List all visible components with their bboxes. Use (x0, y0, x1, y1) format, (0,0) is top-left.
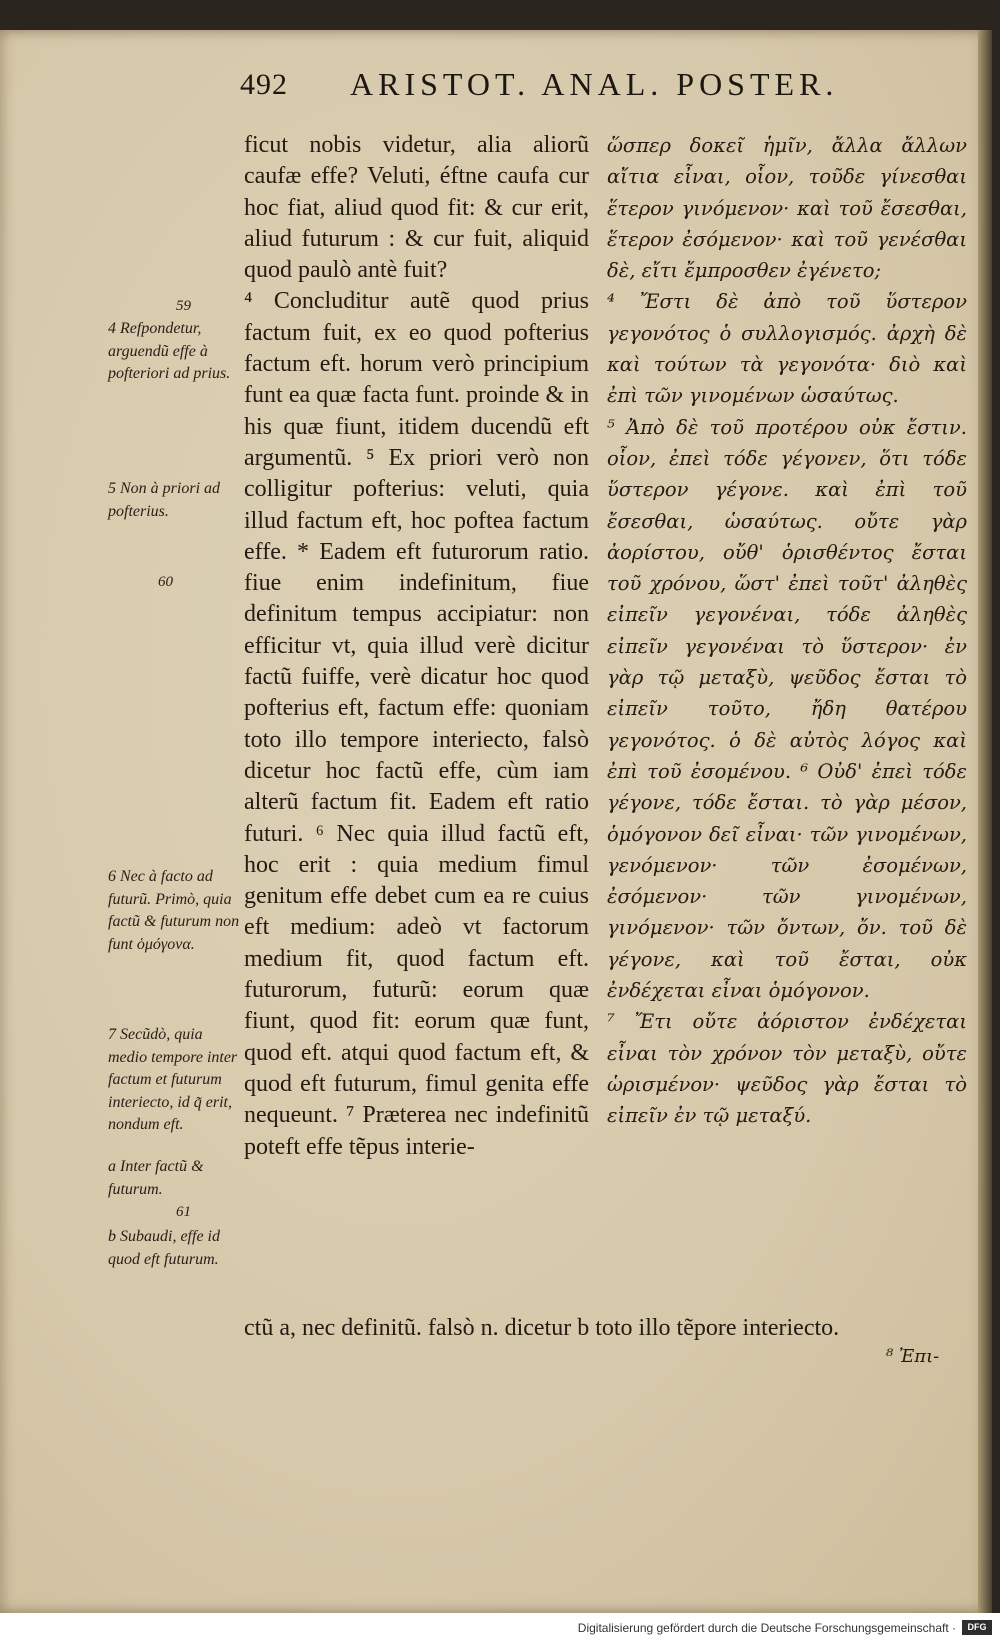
greek-paragraph-4: ⁷ Ἔτι οὔτε ἀόριστον ἐνδέχεται εἶναι τὸν χρόνον τὸν μεταξὺ, οὔτε ὡρισμένον· ψεῦδος γὰρ ἔσται τὸ εἰπεῖν ἐν τῷ μεταξύ. (607, 1010, 967, 1128)
latin-paragraph-2: ⁴ Concluditur autẽ quod prius factum fuit, ex eo quod pofterius factum eft. horum verò principium funt ea quæ facta funt. proinde & in his quæ fiunt, itidem ducendũ eft argumentũ. ⁵ Ex priori verò non colligitur pofterius: veluti, quia illud factum eft, hoc poftea factum effe. * Eadem eft futurorum ratio. fiue enim indefinitum, fiue definitum tempus accipiatur: non efficitur vt, quia illud verè dicitur factũ fuiffe, verè dicatur hoc quod pofterius eft, factum effe: quoniam toto illo tempore interiecto, falsò dicetur hoc factũ effe, cùm iam alterũ factum fit. Eadem eft ratio futuri. ⁶ Nec quia illud factũ eft, hoc erit : quia medium fimul genitum effe debet cum ea re cuius eft medium: adeò vt factorum medium fit, quod factum eft. futurorum, futurũ: eorum quæ fiunt, quod fit: eorum quæ funt, quod eft. atqui quod factum eft, & quod eft futurum, fimul genita effe nequeunt. ⁷ Præterea nec indefinitũ poteft effe tẽpus interie- (244, 288, 589, 1160)
latin-paragraph-1: ficut nobis videtur, alia aliorũ caufæ effe? Veluti, éftne caufa cur hoc fiat, aliud quod fit: & cur erit, aliud futurum : & cur fuit, aliquid quod paulò antè fuit? (244, 132, 589, 284)
greek-paragraph-3: ⁵ Ἀπὸ δὲ τοῦ προτέρου οὐκ ἔστιν. οἷον, ἐπεὶ τόδε γέγονεν, ὅτι τόδε ὕστερον γέγονε. καὶ ἐπὶ τοῦ ἔσεσθαι, ὡσαύτως. οὔτε γὰρ ἀορίστου, οὔθ' ὁρισθέντος ἔσται τοῦ χρόνου, ὥστ' ἐπεὶ τοῦτ' ἀληθὲς εἰπεῖν γεγονέναι, τόδε ἀληθὲς εἰπεῖν γεγονέναι τὸ ὕστερον· ἐν γὰρ τῷ μεταξὺ, ψεῦδος ἔσται τὸ εἰπεῖν τοῦτο, ἤδη θατέρου γεγονότος. ὁ δὲ αὐτὸς λόγος καὶ ἐπὶ τοῦ ἐσομένου. ⁶ Οὐδ' ἐπεὶ τόδε γέγονε, τόδε ἔσται. τὸ γὰρ μέσον, ὁμόγονον δεῖ εἶναι· τῶν γινομένων, γενόμενον· τῶν ἐσομένων, ἐσόμενον· τῶν γινομένων, γινόμενον· τῶν ὄντων, ὄν. τοῦ δὲ γέγονε, καὶ τοῦ ἔσται, οὐκ ἐνδέχεται εἶναι ὁμόγονον. (607, 415, 967, 1003)
page-edge (978, 30, 992, 1613)
margin-note-7: 7 Secũdò, quia medio tempore inter factum et futurum interiecto, id q̃ erit, nondum eft. (108, 1026, 238, 1133)
margin-note-6: 6 Nec à facto ad futurũ. Primò, quia factũ & futurum non funt ὁμόγονα. (108, 868, 240, 953)
footer-credit: Digitalisierung gefördert durch die Deutsche Forschungsgemeinschaft · (577, 1621, 956, 1635)
margin-note-b: b Subaudi, effe id quod eft futurum. (108, 1228, 220, 1268)
catchword: ⁸ Ἐπι- (886, 1346, 940, 1367)
dfg-logo-icon: DFG (962, 1620, 992, 1635)
margin-number-60: 60 (158, 574, 173, 590)
greek-column (607, 130, 967, 1132)
last-full-width-line: ctũ a, nec definitũ. falsò n. dicetur b toto illo tẽpore interiecto. (244, 1315, 840, 1341)
footer-bar (0, 1613, 1000, 1643)
margin-number-61: 61 (176, 1204, 191, 1220)
margin-note-4: 4 Refpondetur, arguendũ effe à pofteriori ad prius. (108, 320, 231, 382)
running-title: ARISTOT. ANAL. POSTER. (350, 66, 839, 102)
greek-paragraph-2: ⁴ Ἔστι δὲ ἀπὸ τοῦ ὕστερον γεγονότος ὁ συλλογισμός. ἀρχὴ δὲ καὶ τούτων τὰ γεγονότα· διὸ καὶ ἐπὶ τῶν γινομένων ὡσαύτως. (607, 290, 967, 408)
margin-number-59: 59 (176, 298, 191, 314)
page-number: 492 (240, 68, 288, 101)
latin-column (244, 130, 589, 1163)
page-header (240, 62, 860, 106)
margin-note-5: 5 Non à priori ad pofterius. (108, 480, 221, 520)
greek-paragraph-1: ὥσπερ δοκεῖ ἡμῖν, ἄλλα ἄλλων αἴτια εἶναι, οἷον, τοῦδε γίνεσθαι ἕτερον γινόμενον· καὶ τοῦ ἔσεσθαι, ἕτερον ἐσόμενον· καὶ τοῦ γενέσθαι δὲ, εἴτι ἔμπροσθεν ἐγένετο; (607, 134, 967, 283)
margin-note-a: a Inter factũ & futurum. (108, 1158, 204, 1198)
